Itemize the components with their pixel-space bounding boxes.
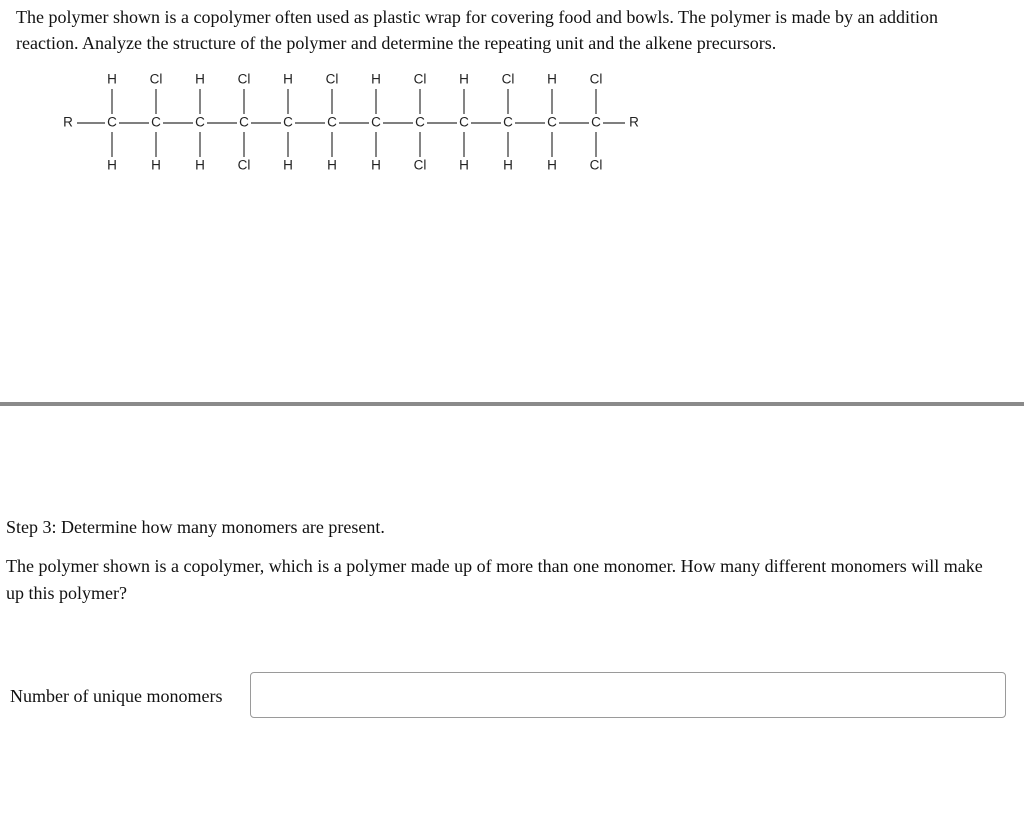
carbon-atom: C xyxy=(371,114,381,130)
substituent-top: Cl xyxy=(237,71,251,87)
carbon-atom: C xyxy=(283,114,293,130)
end-group-right: R xyxy=(629,114,639,130)
substituent-top: H xyxy=(459,71,469,87)
carbon-atom: C xyxy=(459,114,469,130)
carbon-atom: C xyxy=(107,114,117,130)
substituent-top: H xyxy=(547,71,557,87)
step-title: Step 3: Determine how many monomers are present. xyxy=(6,517,385,537)
carbon-atom: C xyxy=(195,114,205,130)
carbon-atom: C xyxy=(415,114,425,130)
substituent-bottom: H xyxy=(151,157,161,173)
substituent-top: H xyxy=(195,71,205,87)
substituent-bottom: H xyxy=(503,157,513,173)
substituent-top: Cl xyxy=(501,71,515,87)
carbon-atom: C xyxy=(503,114,513,130)
polymer-structure xyxy=(58,66,678,182)
answer-label: Number of unique monomers xyxy=(10,686,223,706)
step-body: The polymer shown is a copolymer, which is a polymer made up of more than one monomer. How many different monomers will make up this polymer? xyxy=(6,556,983,603)
substituent-top: Cl xyxy=(413,71,427,87)
unique-monomers-input[interactable] xyxy=(250,672,1006,718)
substituent-top: H xyxy=(107,71,117,87)
carbon-atom: C xyxy=(591,114,601,130)
substituent-bottom: H xyxy=(371,157,381,173)
substituent-bottom: H xyxy=(283,157,293,173)
carbon-atom: C xyxy=(327,114,337,130)
substituent-top: H xyxy=(283,71,293,87)
end-group-left: R xyxy=(63,114,73,130)
section-divider xyxy=(0,402,1024,406)
substituent-bottom: Cl xyxy=(237,157,251,173)
substituent-bottom: H xyxy=(327,157,337,173)
substituent-top: Cl xyxy=(149,71,163,87)
substituent-top: H xyxy=(371,71,381,87)
substituent-bottom: H xyxy=(459,157,469,173)
substituent-top: Cl xyxy=(325,71,339,87)
substituent-top: Cl xyxy=(589,71,603,87)
substituent-bottom: Cl xyxy=(589,157,603,173)
substituent-bottom: H xyxy=(547,157,557,173)
question-text: The polymer shown is a copolymer often used as plastic wrap for covering food and bowls. The polymer is made by an addition reaction. Analyze the structure of the polymer and determine the repeating unit and the alkene precursors. xyxy=(16,7,938,53)
carbon-atom: C xyxy=(239,114,249,130)
carbon-atom: C xyxy=(547,114,557,130)
carbon-atom: C xyxy=(151,114,161,130)
substituent-bottom: H xyxy=(107,157,117,173)
substituent-bottom: H xyxy=(195,157,205,173)
substituent-bottom: Cl xyxy=(413,157,427,173)
